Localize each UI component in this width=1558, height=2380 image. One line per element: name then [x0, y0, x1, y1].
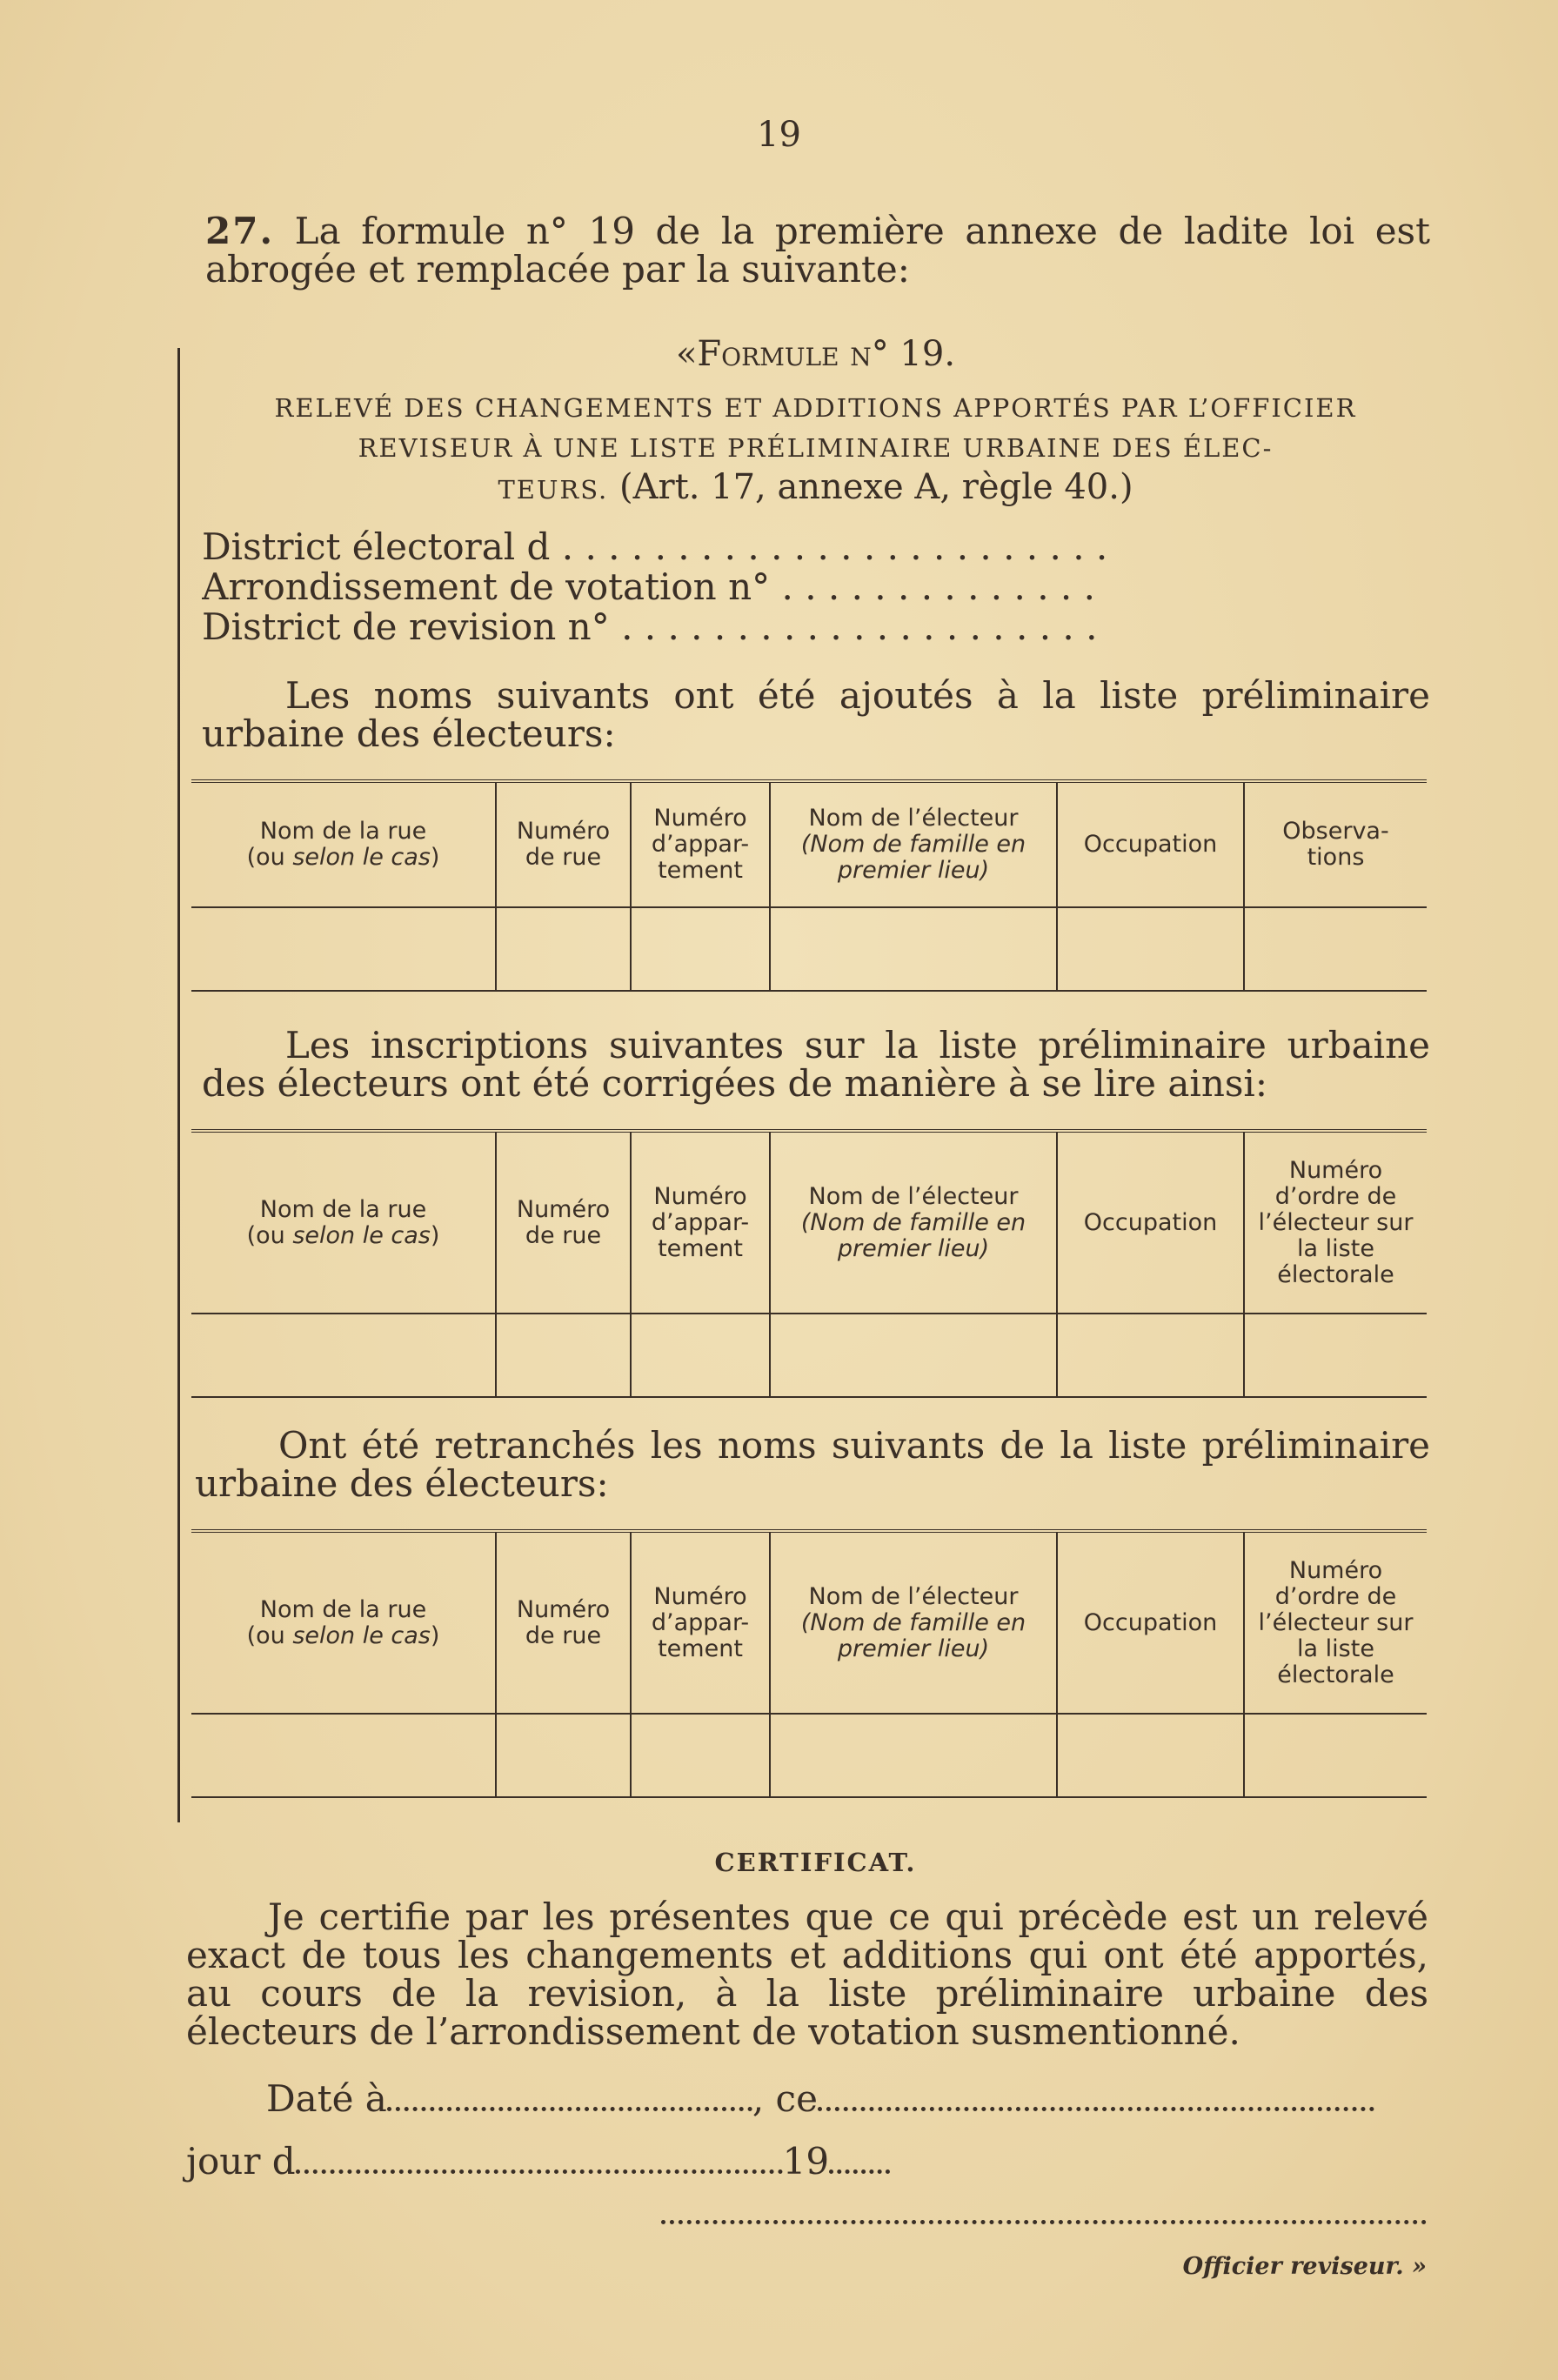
table-removed-names — [191, 1529, 1427, 1798]
table-corrected-entries — [191, 1129, 1427, 1398]
certificate-text: Je certifie par les présentes que ce qui précède est un relevé exact de tous les changements et additions qui ont été apportés, au cours de la revision, à la liste préliminaire urbaine des électeurs de l’arrondissement de votation susmentionné. — [186, 1895, 1428, 2053]
table-row — [191, 907, 1427, 991]
col-occupation: Occupation — [1057, 1531, 1244, 1714]
col-occupation: Occupation — [1057, 781, 1244, 907]
article-text: La formule n° 19 de la première annexe de ladite loi est abrogée et remplacée par la suivante: — [205, 210, 1430, 291]
section-3-intro: Ont été retranchés les noms suivants de la liste préliminaire urbaine des électeurs: — [195, 1424, 1430, 1505]
article-intro — [205, 212, 1430, 289]
col-elector-name: Nom de l’électeur (Nom de famille en premier lieu) — [770, 781, 1057, 907]
col-street-number: Numéro de rue — [496, 1131, 631, 1314]
col-street-number: Numéro de rue — [496, 1531, 631, 1714]
section-1-intro: Les noms suivants ont été ajoutés à la liste préliminaire urbaine des électeurs: — [202, 674, 1430, 755]
form-heading-line-3 — [200, 468, 1431, 508]
date-label: Daté à — [266, 2077, 387, 2120]
form-margin-rule — [177, 348, 180, 1822]
col-order-number: Numéro d’ordre de l’électeur sur la liste électorale — [1244, 1131, 1427, 1314]
col-street: Nom de la rue (ou selon le cas) — [191, 1531, 496, 1714]
field-district: District électoral d . . . — [202, 527, 1107, 567]
col-occupation: Occupation — [1057, 1131, 1244, 1314]
field-revision-district: District de revision n° . . . — [202, 607, 1107, 647]
certificate-title: CERTIFICAT. — [714, 1848, 917, 1877]
form-heading-reference: (Art. 17, annexe A, règle 40.) — [619, 467, 1133, 507]
table-row — [191, 1714, 1427, 1797]
col-elector-name: Nom de l’électeur (Nom de famille en premier lieu) — [770, 1131, 1057, 1314]
article-number: 27. — [205, 210, 275, 252]
table-row — [191, 1314, 1427, 1397]
form-heading-line-1: RELEVÉ DES CHANGEMENTS ET ADDITIONS APPORTÉS PAR L’OFFICIER — [274, 393, 1357, 423]
col-apartment-number: Numéro d’appar- tement — [631, 1531, 770, 1714]
col-observations: Observa- tions — [1244, 781, 1427, 907]
formula-title: «Formule n° 19. — [675, 334, 956, 374]
col-apartment-number: Numéro d’appar- tement — [631, 781, 770, 907]
field-arrondissement: Arrondissement de votation n° . . . — [202, 567, 1107, 607]
col-elector-name: Nom de l’électeur (Nom de famille en premier lieu) — [770, 1531, 1057, 1714]
col-street-number: Numéro de rue — [496, 781, 631, 907]
year-label: 19 — [782, 2140, 830, 2183]
form-heading-caps: TEURS. — [498, 475, 609, 505]
signature-line — [661, 2220, 1427, 2224]
date-comma: , ce — [752, 2077, 818, 2120]
signature-label: Officier reviseur. » — [1182, 2253, 1427, 2280]
page-number: 19 — [757, 115, 801, 155]
col-street: Nom de la rue (ou selon le cas) — [191, 1131, 496, 1314]
section-2-intro: Les inscriptions suivantes sur la liste préliminaire urbaine des électeurs ont été corrigées de manière à se lire ainsi: — [202, 1024, 1430, 1105]
day-label: jour d — [186, 2140, 296, 2183]
col-street: Nom de la rue (ou selon le cas) — [191, 781, 496, 907]
col-apartment-number: Numéro d’appar- tement — [631, 1131, 770, 1314]
date-line — [266, 2079, 1374, 2119]
table-added-names — [191, 779, 1427, 992]
col-order-number: Numéro d’ordre de l’électeur sur la liste électorale — [1244, 1531, 1427, 1714]
day-line — [186, 2142, 890, 2182]
form-heading-line-2: REVISEUR À UNE LISTE PRÉLIMINAIRE URBAINE DES ÉLEC- — [358, 433, 1274, 463]
